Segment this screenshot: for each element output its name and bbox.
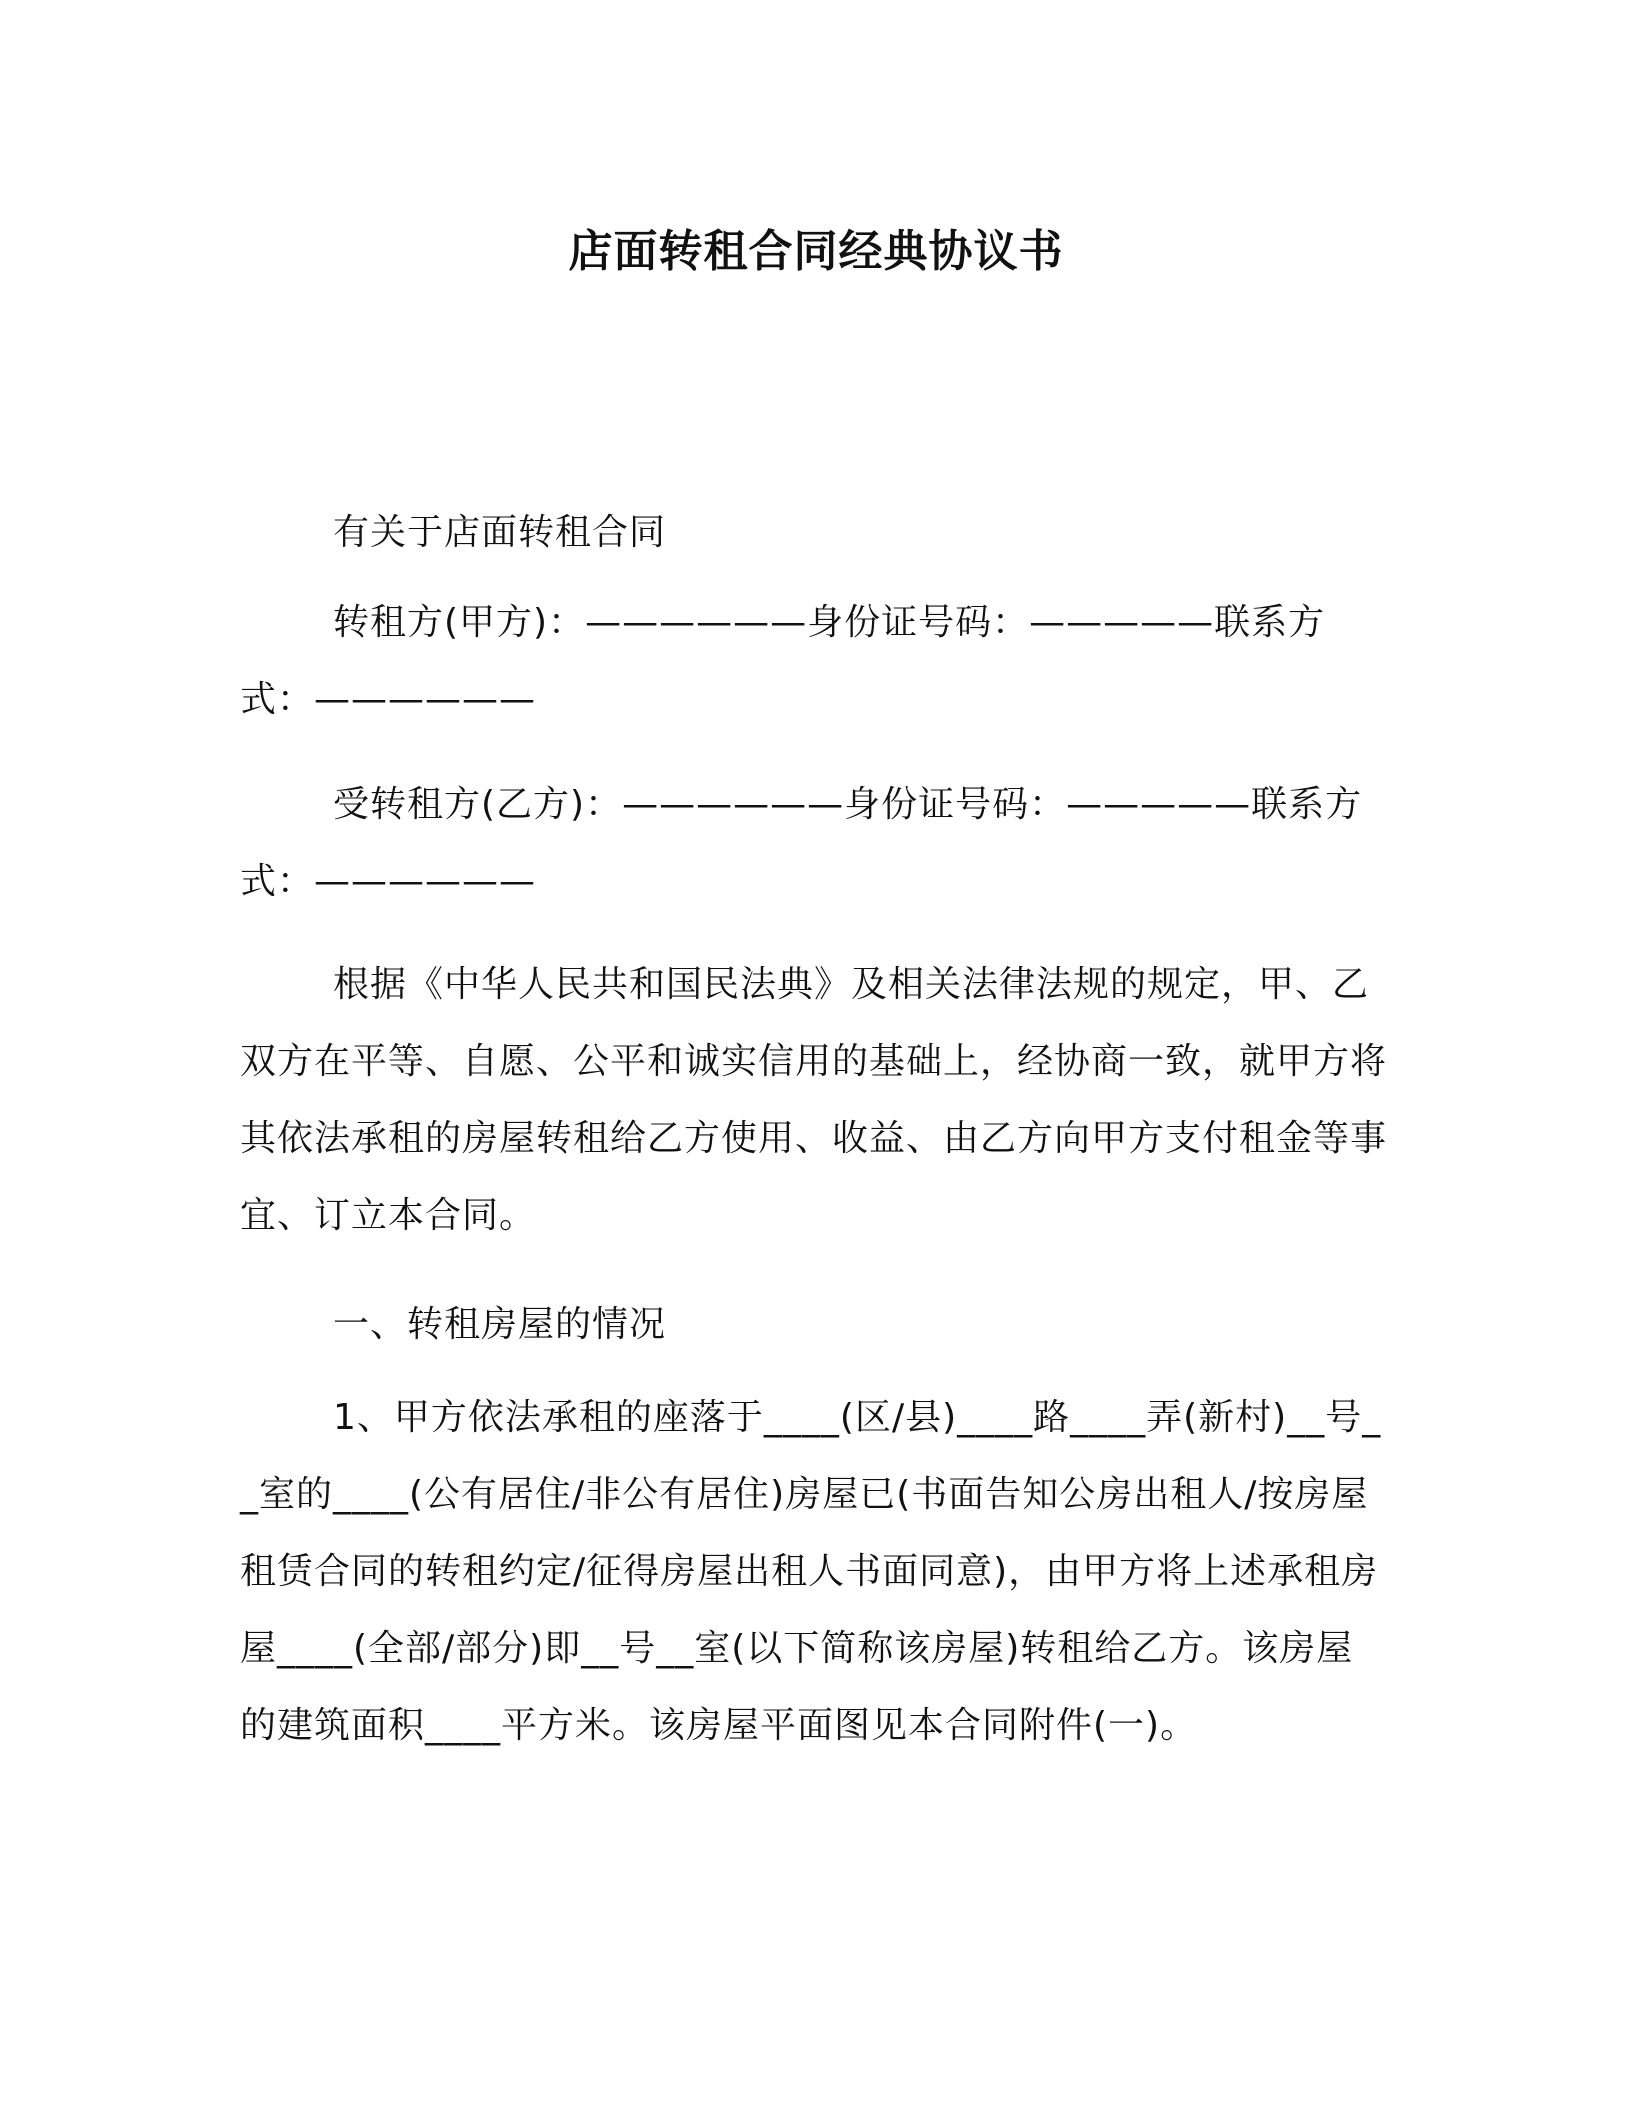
party-a-line: 转租方(甲方)：——————身份证号码：—————联系方式：—————— xyxy=(240,602,1326,720)
document-subtitle: 有关于店面转租合同 xyxy=(333,512,667,553)
party-b-line: 受转租方(乙方)：——————身份证号码：—————联系方式：—————— xyxy=(240,784,1363,902)
document-title: 店面转租合同经典协议书 xyxy=(568,226,1064,277)
preamble-paragraph: 根据《中华人民共和国民法典》及相关法律法规的规定，甲、乙双方在平等、自愿、公平和诚实信用的基础上，经协商一致，就甲方将其依法承租的房屋转租给乙方使用、收益、由乙方向甲方支付租金等事宜、订立本合同。 xyxy=(240,964,1388,1236)
clause-1-paragraph: 1、甲方依法承租的座落于____(区/县)____路____弄(新村)__号__室的____(公有居住/非公有居住)房屋已(书面告知公房出租人/按房屋租赁合同的转租约定/征得房屋出租人书面同意)，由甲方将上述承租房屋____(全部/部分)即__号__室(以下简称该房屋)转租给乙方。该房屋的建筑面积____平方米。该房屋平面图见本合同附件(一)。 xyxy=(240,1397,1382,1746)
section-1-heading: 一、转租房屋的情况 xyxy=(333,1304,667,1345)
